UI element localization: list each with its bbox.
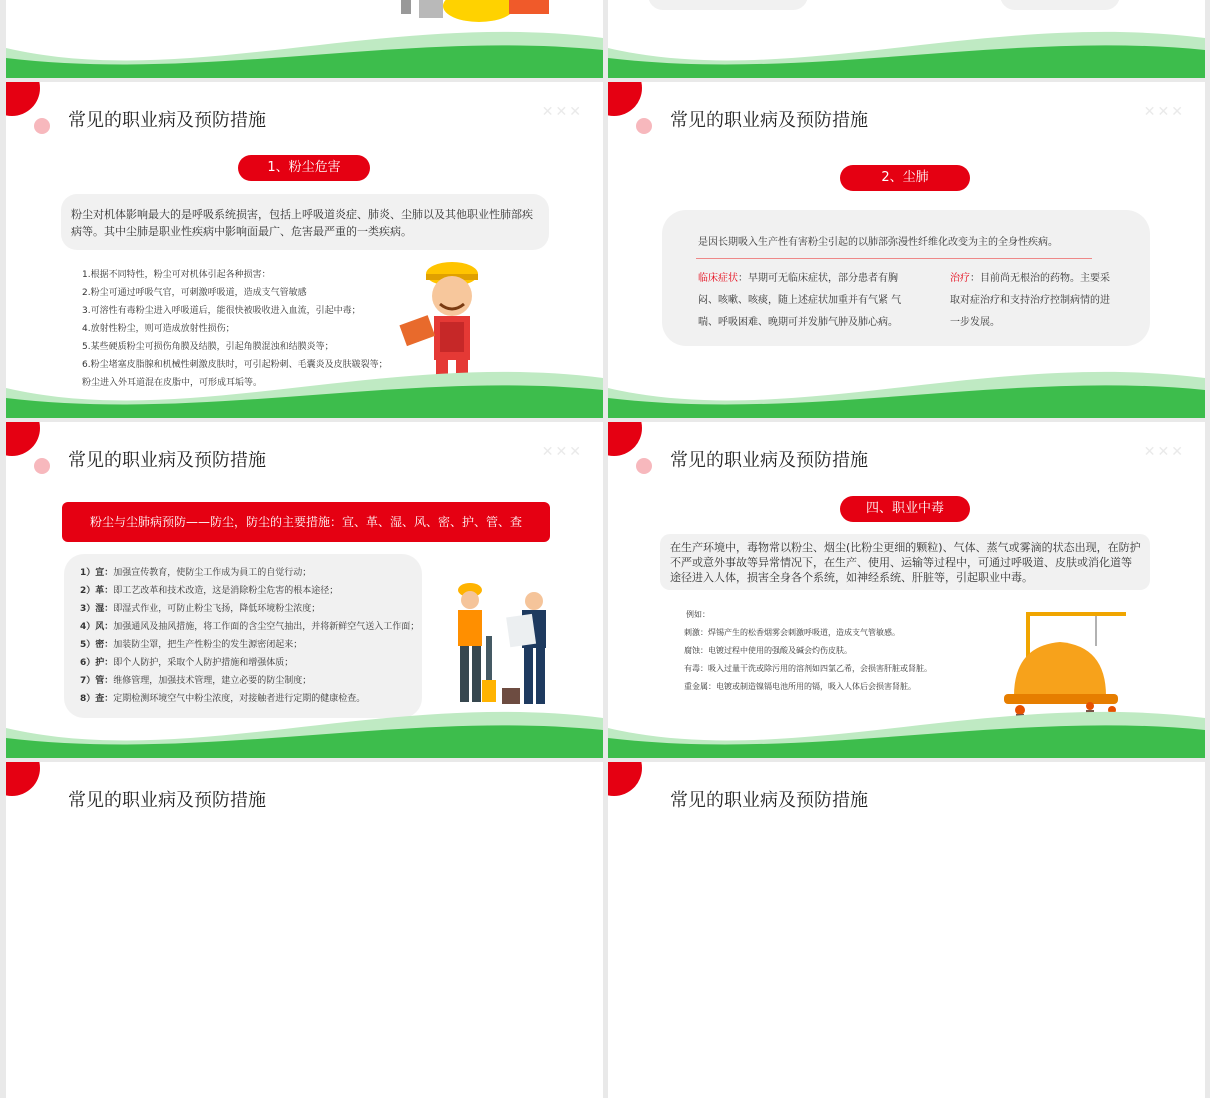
slide-title: 常见的职业病及预防措施 — [68, 790, 266, 811]
list-item: 3）湿：即湿式作业，可防止粉尘飞扬，降低环境粉尘浓度； — [80, 604, 321, 614]
slide-pneumoconiosis[interactable] — [608, 82, 1205, 418]
measures-panel — [64, 554, 422, 718]
x-marks-decoration: ✕✕✕ — [1143, 444, 1185, 460]
list-item: 有毒：吸入过量干洗或除污用的溶剂如四氯乙希，会损害肝脏或肾脏。 — [684, 664, 932, 673]
list-item: 刺激：焊锡产生的松香烟雾会刺激呼吸道，造成支气管敏感。 — [684, 628, 900, 637]
construction-workers-illustration — [438, 580, 568, 716]
x-marks-decoration: ✕✕✕ — [541, 104, 583, 120]
slide-title: 常见的职业病及预防措施 — [68, 110, 266, 131]
slide-top-left-partial[interactable] — [6, 0, 603, 78]
list-item: 2）革：即工艺改革和技术改造，这是消除粉尘危害的根本途径； — [80, 586, 339, 596]
clinical-label: 临床症状 — [698, 273, 738, 284]
slide-dust-hazard[interactable] — [6, 82, 603, 418]
slide-occupational-poisoning[interactable] — [608, 422, 1205, 758]
list-item: 6）护：即个人防护，采取个人防护措施和增强体质； — [80, 658, 294, 668]
slide-top-right-partial[interactable] — [608, 0, 1205, 78]
green-wave-decoration — [6, 20, 603, 78]
corner-circle-decoration — [608, 82, 642, 116]
detail-panel — [662, 210, 1150, 346]
green-wave-decoration — [6, 700, 603, 758]
panel-right-partial — [1000, 0, 1120, 10]
corner-circle-decoration — [608, 422, 642, 456]
list-item: 4.放射性粉尘，则可造成放射性损伤； — [82, 324, 235, 334]
slide-title: 常见的职业病及预防措施 — [670, 110, 868, 131]
list-item: 8）查：定期检测环境空气中粉尘浓度，对接触者进行定期的健康检查。 — [80, 694, 366, 704]
x-marks-decoration: ✕✕✕ — [1143, 104, 1185, 120]
measures-list — [80, 564, 419, 708]
list-item: 7）管：维修管理，加强技术管理，建立必要的防尘制度； — [80, 676, 312, 686]
treatment-block — [950, 268, 1110, 334]
slide-dust-prevention[interactable] — [6, 422, 603, 758]
corner-circle-decoration — [608, 762, 642, 796]
intro-text: 在生产环境中，毒物常以粉尘、烟尘(比粉尘更细的颗粒)、气体、蒸气或雾滴的状态出现，在防护不严或意外事故等异常情况下，在生产、使用、运输等过程中，可通过呼吸道、皮肤或消化道等途径进入人体，损害全身各个系统，如神经系统、肝脏等，引起职业中毒。 — [670, 541, 1141, 584]
list-item: 粉尘进入外耳道混在皮脂中，可形成耳垢等。 — [82, 378, 263, 388]
list-item: 6.粉尘堵塞皮脂腺和机械性刺激皮肤时，可引起粉刺、毛囊炎及皮肤皲裂等； — [82, 360, 388, 370]
slide-bottom-right-partial[interactable] — [608, 762, 1205, 1098]
corner-circle-decoration — [6, 82, 40, 116]
section-pill: 1、粉尘危害 — [238, 155, 370, 181]
slide-title: 常见的职业病及预防措施 — [670, 450, 868, 471]
slide-title: 常见的职业病及预防措施 — [68, 450, 266, 471]
slide-bottom-left-partial[interactable] — [6, 762, 603, 1098]
list-item: 1）宣：加强宣传教育，使防尘工作成为員工的自觉行动； — [80, 568, 312, 578]
intro-panel — [61, 194, 549, 250]
pink-dot-decoration — [636, 118, 652, 134]
green-wave-decoration — [608, 700, 1205, 758]
list-item: 腐蚀：电镀过程中使用的强酸及碱会灼伤皮肤。 — [684, 646, 852, 655]
intro-text: 粉尘对机体影响最大的是呼吸系统损害，包括上呼吸道炎症、肺炎、尘肺以及其他职业性肺部疾病等。其中尘肺是职业性疾病中影响面最广、危害最严重的一类疾病。 — [71, 208, 533, 238]
list-item: 3.可溶性有毒粉尘进入呼吸道后，能很快被吸收进入血流，引起中毒； — [82, 306, 361, 316]
green-wave-decoration — [608, 360, 1205, 418]
pink-dot-decoration — [34, 458, 50, 474]
divider — [696, 258, 1092, 259]
list-item: 2.粉尘可通过呼吸气官，可刺激呼吸道，造成支气管敏感 — [82, 288, 307, 298]
clinical-block — [698, 268, 912, 334]
list-item: 1.根据不同特性，粉尘可对机体引起各种损害： — [82, 270, 271, 280]
pink-dot-decoration — [34, 118, 50, 134]
definition-text: 是因长期吸入生产性有害粉尘引起的以肺部弥漫性纤维化改变为主的全身性疾病。 — [698, 237, 1058, 248]
example-label: 例如： — [686, 610, 710, 619]
slide-title: 常见的职业病及预防措施 — [670, 790, 868, 811]
corner-circle-decoration — [6, 422, 40, 456]
treatment-label: 治疗 — [950, 273, 970, 284]
list-item: 5.某些硬质粉尘可损伤角膜及结膜，引起角膜混浊和结膜炎等； — [82, 342, 334, 352]
intro-panel — [660, 534, 1150, 590]
list-item: 4）风：加强通风及抽风措施，将工作面的含尘空气抽出，并将新鲜空气送入工作面； — [80, 622, 420, 632]
list-item: 5）密：加装防尘罩，把生产性粉尘的发生源密闭起来； — [80, 640, 303, 650]
examples-list — [684, 606, 932, 696]
hard-hat-icon — [401, 0, 551, 26]
section-pill: 2、尘肺 — [840, 165, 970, 191]
green-wave-decoration — [608, 20, 1205, 78]
treatment-text: ：目前尚无根治的药物。主要采取对症治疗和支持治疗控制病情的进一步发展。 — [950, 273, 1110, 328]
x-marks-decoration: ✕✕✕ — [541, 444, 583, 460]
clinical-text: ：早期可无临床症状，部分患者有胸闷、咳嗽、咳痰，随上述症状加重并有气紧 气喘、呼吸困难、晚期可并发肺气肿及肺心病。 — [698, 273, 902, 328]
green-wave-decoration — [6, 360, 603, 418]
pink-dot-decoration — [636, 458, 652, 474]
prevention-banner: 粉尘与尘肺病预防——防尘，防尘的主要措施：宣、革、湿、风、密、护、管、查 — [62, 502, 550, 542]
panel-left-partial — [648, 0, 808, 10]
corner-circle-decoration — [6, 762, 40, 796]
list-item: 重金属：电镀或制造镍镉电池所用的镉，吸入人体后会损害肾脏。 — [684, 682, 916, 691]
section-pill: 四、职业中毒 — [840, 496, 970, 522]
